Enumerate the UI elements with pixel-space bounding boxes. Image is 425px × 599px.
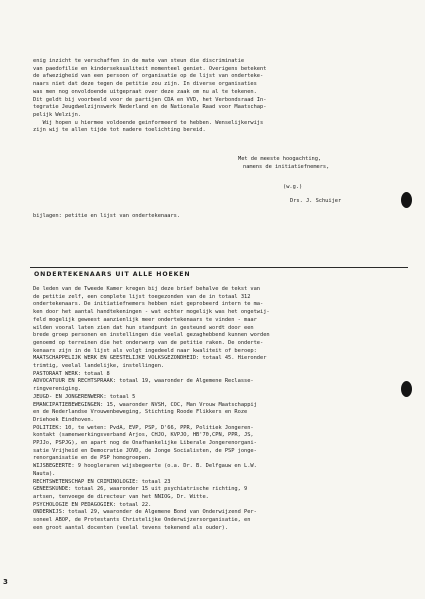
letter-line: Dit geldt bij voorbeeld voor de partijen CDA en VVD, het Verbondsraad In-: [33, 96, 267, 103]
section-line: ondertekenaars. De initiatiefnemers hebben niet geprobeerd intern te ma-: [33, 301, 264, 308]
section-line: wilden vooral laten zien dat hun standpunt in gesteund wordt door een: [33, 324, 254, 331]
section-line: WIJSBEGEERTE: 9 hoogleraren wijsbegeerte (o.a. Dr. B. Delfgauw en L.W.: [33, 463, 257, 470]
section-line: ADVOCATUUR EN RECHTSPRAAK: totaal 19, waaronder de Algemene Reclasse-: [33, 378, 254, 385]
section-line: PASTORAAT WERK: totaal 8: [33, 370, 110, 377]
section-line: MAATSCHAPPELIJK WERK EN GEESTELIJKE VOLKSGEZONDHEID: totaal 45. Hieronder: [33, 355, 267, 362]
section-line: ONDERWIJS: totaal 29, waaronder de Algemene Bond van Onderwijzend Per-: [33, 509, 257, 516]
section-line: EMANCIPATIEBEWEGINGEN: 15, waaronder NVSH, COC, Man Vrouw Maatschappij: [33, 401, 257, 408]
section-line: een groot aantal docenten (veelal tevens tekenend als ouder).: [33, 524, 229, 531]
section-line: JEUGD- EN JONGERENWERK: totaal 5: [33, 393, 136, 400]
letter-signatory: Drs. J. Schuijer: [290, 198, 342, 204]
letter-line: Wij hopen u hiermee voldoende geinformeerd te hebben. Wenselijkerwijs: [33, 119, 264, 126]
punch-hole: [401, 192, 412, 208]
section-line: Driehoek Eindhoven.: [33, 416, 94, 423]
section-divider: [30, 267, 408, 268]
section-line: GENEESKUNDE: totaal 26, waaronder 15 uit psychiatrische richting, 9: [33, 486, 248, 493]
section-line: en de Nederlandse Vrouwenbeweging, Stichting Roode Flikkers en Roze: [33, 409, 248, 416]
letter-enclosure: bijlagen: petitie en lijst van ondertekenaars.: [33, 213, 181, 219]
section-line: Nauta).: [33, 470, 56, 477]
letter-closing: Met de meeste hoogachting,: [238, 156, 322, 162]
section-line: PPJJo, PSPJG), en apart nog de Onafhankelijke Liberale Jongerenorgani-: [33, 440, 257, 446]
section-line: RECHTSWETENSCHAP EN CRIMINOLOGIE: totaal 23: [33, 478, 171, 485]
letter-line: was men nog onvoldoende uitgepraat over deze zaak om nu al te tekenen.: [33, 88, 257, 95]
letter-on-behalf: namens de initiatiefnemers,: [243, 163, 330, 170]
section-line: PSYCHOLOGIE EN PEDAGOGIEK: totaal 22.: [33, 501, 152, 508]
letter-line: van paedofilie en kinderseksualiteit momenteel geniet. Overigens betekent: [33, 65, 267, 72]
page-number: 3: [3, 578, 8, 586]
section-line: satie Vrijheid en Democratie JOVD, de Jonge Socialisten, de PSP jonge-: [33, 447, 257, 454]
section-line: renorganisatie en de PSP homogroepen.: [33, 455, 152, 462]
letter-line: zijn wij te allen tijde tot nadere toelichting bereid.: [33, 127, 206, 134]
section-line: feld mogelijk geweest aanzienlijk meer ondertekenaars te vinden - maar: [33, 316, 257, 323]
section-line: ringvereniging.: [33, 386, 81, 393]
section-heading: ONDERTEKENAARS UIT ALLE HOEKEN: [34, 271, 191, 278]
section-line: artsen, tenvoege de directeur van het NNIOG, Dr. Witte.: [33, 493, 209, 500]
section-line: trimtig, veelal landelijke, instellingen.: [33, 363, 165, 369]
letter-line: enig inzicht te verschaffen in de mate van steun die discriminatie: [33, 58, 245, 64]
section-line: soneel ABOP, de Protestants Christelijke Onderwijzersorganisatie, en: [33, 517, 251, 523]
section-line: De leden van de Tweede Kamer kregen bij deze brief behalve de tekst van: [33, 286, 261, 292]
section-line: genoemd op terreinen die het onderwerp van de petitie raken. De onderte-: [33, 339, 264, 346]
section-line: brede groep personen en instellingen die veelal gezaghebbend kunnen worden: [33, 332, 270, 339]
section-line: POLITIEK: 10, te weten: PvdA, EVP, PSP, D'66, PPR, Politiek Jongeren-: [33, 424, 254, 431]
section-line: kenaars zijn in de lijst als volgt ingedeeld naar kwaliteit of beroep:: [33, 347, 257, 354]
letter-signed: (w.g.): [283, 184, 303, 190]
punch-hole: [401, 381, 412, 397]
section-line: de petitie zelf, een complete lijst toegezonden van de in totaal 312: [33, 293, 251, 300]
letter-line: pelijk Welzijn.: [33, 111, 81, 118]
section-line: kontakt (samenwerkingsverband Arjos, CHJO, KVPJO, HB'70,CPN, PPR, JS,: [33, 432, 254, 439]
letter-line: naars niet dat deze tegen de petitie zou zijn. In diverse organisaties: [33, 81, 257, 88]
letter-line: de afwezigheid van een persoon of organisatie op de lijst van onderteke-: [33, 73, 264, 80]
section-line: ken door het aantal handtekeningen - wat echter mogelijk was het ongetwij-: [33, 309, 270, 316]
letter-line: tegratie Jeugdwelzijnswerk Nederland en de Nationale Raad voor Maatschap-: [33, 104, 267, 111]
